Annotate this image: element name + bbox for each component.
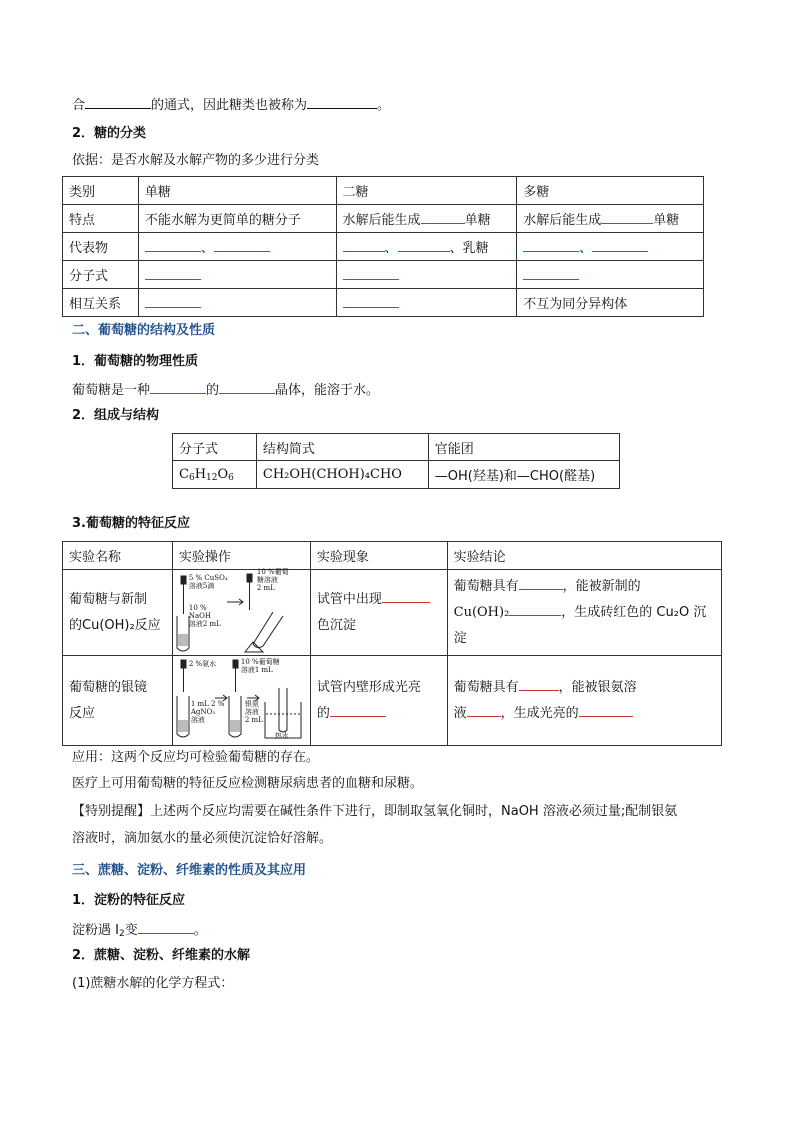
blank[interactable] [145,293,201,308]
special-tip: 溶液时，滴加氨水的量必须使沉淀恰好溶解。 [72,831,333,846]
table-cell: 水解后能生成 单糖 [336,205,517,233]
table-cell [517,261,704,289]
experiment-name: 葡萄糖与新制 的Cu(OH)₂反应 [63,570,173,656]
blank[interactable] [214,237,270,252]
table-cell: 水解后能生成 单糖 [517,205,704,233]
observation-cell: 试管中出现 色沉淀 [310,570,447,656]
reagent-label: 银氨 溶液 2 mL [244,699,263,724]
reagent-label: 10 %葡萄糖 溶液1 mL [240,657,280,674]
molecular-formula: $C_6H_{12}O_6$ [173,461,257,489]
dropper-bulb [247,574,252,582]
subsection-title: 2．蔗糖、淀粉、纤维素的水解 [72,948,251,963]
table-cell: 不能水解为更简单的糖分子 [138,205,336,233]
blank[interactable] [382,588,430,603]
conclusion-cell: 葡萄糖具有 ，能被银氨溶 液 ，生成光亮的 [447,656,721,746]
subsection-title: 3.葡萄糖的特征反应 [72,516,190,531]
blank[interactable] [579,702,633,717]
sugar-classification-table [62,176,704,317]
reagent-label: 2 %氨水 [188,659,217,668]
blank[interactable] [150,379,206,394]
table-cell [336,261,517,289]
apparatus-cell [172,656,310,746]
test-tube-solution [178,634,188,646]
blank[interactable] [343,265,399,280]
blank[interactable] [343,237,385,252]
table-header: 实验操作 [172,542,310,570]
table-header: 官能团 [428,434,619,461]
conclusion-cell: 葡萄糖具有 ，能被新制的 Cu(OH)₂ ，生成砖红色的 Cu₂O 沉 淀 [447,570,721,656]
reagent-label: 1 mL 2 % AgNO₃ 溶液 [190,699,225,724]
section-title: 2．糖的分类 [72,126,147,141]
dropper-bulb [181,660,186,668]
reagent-label: 10 % NaOH 溶液2 mL [188,603,221,628]
blank[interactable] [145,265,201,280]
test-tube-in-bath [279,688,287,732]
row-label: 代表物 [63,233,139,261]
table-header: 二糖 [336,177,517,205]
blank[interactable] [509,601,561,616]
application-text: 医疗上可用葡萄糖的特征反应检测糖尿病患者的血糖和尿糖。 [72,776,424,791]
table-header: 实验现象 [310,542,447,570]
special-tip: 【特别提醒】上述两个反应均需要在碱性条件下进行，即制取氢氧化铜时，NaOH 溶液必须过量;配制银氨 [72,804,678,819]
subsection-title: 2．组成与结构 [72,408,160,423]
blank[interactable] [467,702,501,717]
blank[interactable] [219,379,275,394]
tilted-test-tube [253,612,283,648]
hydrolysis-item: (1)蔗糖水解的化学方程式： [72,976,234,991]
structural-formula: CH₂OH(CHOH)₄CHO [256,461,428,489]
blank[interactable] [523,237,579,252]
experiment-name: 葡萄糖的银镜 反应 [63,656,173,746]
blank[interactable] [85,94,151,109]
table-cell: 、 、乳糖 [336,233,517,261]
glucose-structure-table [172,433,620,489]
table-header: 分子式 [173,434,257,461]
table-cell [336,289,517,317]
intro-line: 合 的通式，因此糖类也被称为 。 [72,94,722,116]
row-label: 分子式 [63,261,139,289]
table-header: 实验结论 [447,542,721,570]
table-cell [138,289,336,317]
row-label: 特点 [63,205,139,233]
table-header: 类别 [63,177,139,205]
functional-group: —OH(羟基)和—CHO(醛基) [428,461,619,489]
blank[interactable] [145,237,201,252]
table-cell: 、 [517,233,704,261]
subsection-title: 1．淀粉的特征反应 [72,893,186,908]
classification-basis: 依据：是否水解及水解产物的多少进行分类 [72,153,320,168]
test-tube-solution [230,720,240,732]
table-cell: 、 [138,233,336,261]
blank[interactable] [523,265,579,280]
blank[interactable] [330,702,386,717]
application-text: 应用：这两个反应均可检验葡萄糖的存在。 [72,750,320,765]
blank[interactable] [421,209,465,224]
blank[interactable] [343,293,399,308]
blank[interactable] [138,919,194,934]
reagent-label: 5 % CuSO₄ 溶液5滴 [188,573,228,590]
starch-reaction-text: 淀粉遇 $I_2$变 。 [72,919,722,944]
blank[interactable] [398,237,450,252]
table-header: 结构简式 [256,434,428,461]
blank[interactable] [592,237,648,252]
table-header: 多糖 [517,177,704,205]
blank[interactable] [519,575,563,590]
blank[interactable] [519,676,559,691]
blank[interactable] [307,94,377,109]
blank[interactable] [601,209,653,224]
physical-properties-text: 葡萄糖是一种 的 晶体，能溶于水。 [72,379,722,401]
table-header: 实验名称 [63,542,173,570]
row-label: 相互关系 [63,289,139,317]
subsection-title: 1．葡萄糖的物理性质 [72,354,199,369]
table-cell: 不互为同分异构体 [517,289,704,317]
table-header: 单糖 [138,177,336,205]
observation-cell: 试管内壁形成光亮 的 [310,656,447,746]
dropper-bulb [181,576,186,584]
table-cell [138,261,336,289]
reagent-label: 10 %葡萄 糖溶液 2 mL [256,567,289,592]
apparatus-cell [172,567,310,656]
section-heading: 二、葡萄糖的结构及性质 [72,323,216,338]
glucose-reaction-table [62,541,722,746]
test-tube-solution [178,720,188,732]
section-heading: 三、蔗糖、淀粉、纤维素的性质及其应用 [72,863,307,878]
dropper-bulb [233,660,238,668]
reagent-label: 热水 [274,731,289,740]
